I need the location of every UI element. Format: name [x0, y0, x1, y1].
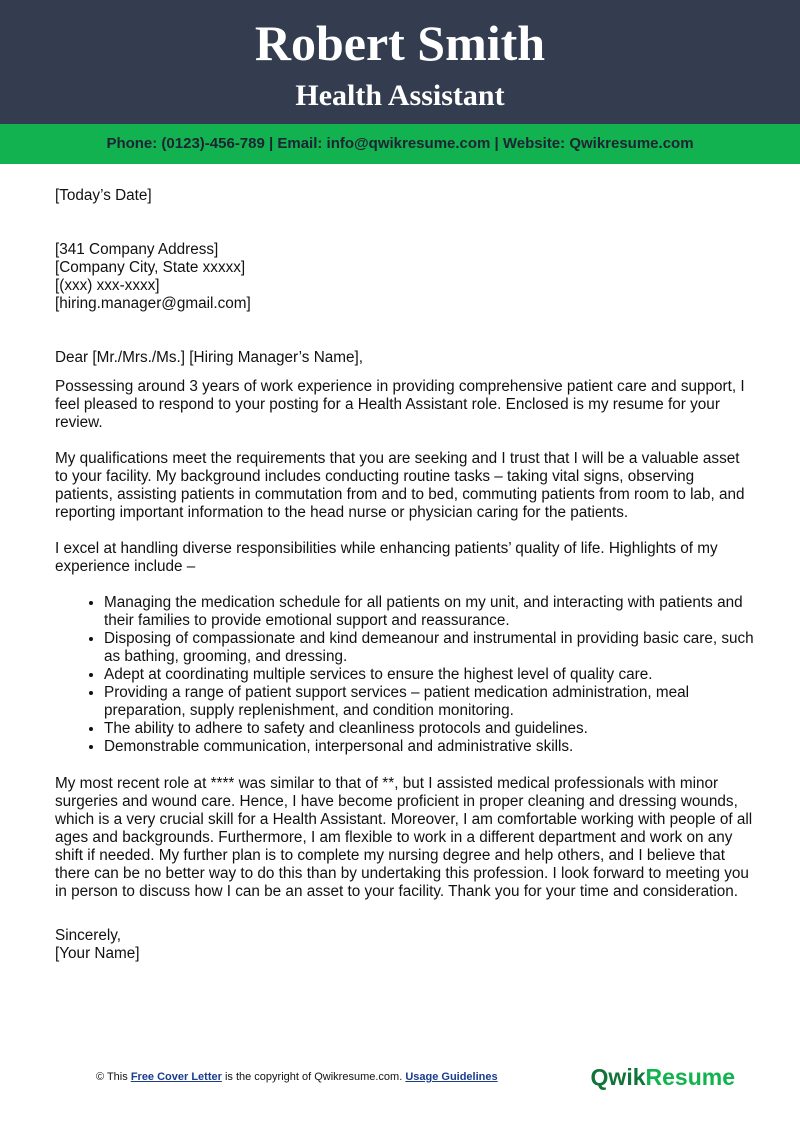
salutation: Dear [Mr./Mrs./Ms.] [Hiring Manager’s Name], — [55, 349, 363, 366]
paragraph-highlights-intro: I excel at handling diverse responsibilities while enhancing patients’ quality of life. Highlights of my experience include – — [55, 540, 718, 575]
highlights-list — [55, 594, 755, 756]
resume-header — [0, 0, 800, 124]
closing: Sincerely, — [55, 927, 122, 944]
contact-bar: Phone: (0123)-456-789 | Email: info@qwikresume.com | Website: Qwikresume.com — [0, 124, 800, 164]
list-item: • Managing the medication schedule for all patients on my unit, and interacting with patients and their families to provide emotional support and reassurance. — [104, 594, 755, 630]
recipient-address — [55, 241, 755, 313]
paragraph-qualifications: My qualifications meet the requirements that you are seeking and I trust that I will be a valuable asset to your facility. My background includes conducting routine tasks – taking vital signs, observing patients, assisting patients in commutation from and to bed, commuting patients from room to lab, and reporting important information to the head nurse or physician caring for the patients. — [55, 450, 745, 521]
list-item: • Demonstrable communication, interpersonal and administrative skills. — [104, 738, 755, 756]
candidate-name: Robert Smith — [254, 15, 546, 71]
logo-qwik: Qwik — [590, 1064, 646, 1090]
list-item: • Disposing of compassionate and kind demeanour and instrumental in providing basic care, such as bathing, grooming, and dressing. — [104, 630, 755, 666]
signature: [Your Name] — [55, 945, 140, 962]
letter-date: [Today’s Date] — [55, 187, 152, 204]
list-item: • Providing a range of patient support services – patient medication administration, meal preparation, supply replenishment, and condition monitoring. — [104, 684, 755, 720]
list-item: • The ability to adhere to safety and cleanliness protocols and guidelines. — [104, 720, 755, 738]
address-line: [(xxx) xxx-xxxx] — [55, 277, 160, 294]
qwikresume-logo — [591, 1063, 735, 1091]
paragraph-recent-role: My most recent role at **** was similar to that of **, but I assisted medical professionals with minor surgeries and wound care. Hence, I have become proficient in proper cleaning and dressing wounds, which is a very crucial skill for a Health Assistant. Moreover, I am comfortable working with people of all ages and backgrounds. Furthermore, I am flexible to work in a different department and work on any shift if needed. My further plan is to complete my nursing degree and help others, and I believe that there can be no better way to do this than by undertaking this profession. I look forward to meeting you in person to discuss how I can be an asset to your facility. Thank you for your time and consideration. — [55, 775, 753, 900]
letter-body — [55, 187, 755, 963]
list-item: • Adept at coordinating multiple services to ensure the highest level of quality care. — [104, 666, 755, 684]
address-line: [341 Company Address] — [55, 241, 219, 258]
usage-guidelines-link[interactable]: Usage Guidelines — [405, 1071, 498, 1083]
copyright-notice — [96, 1071, 498, 1083]
address-line: [Company City, State xxxxx] — [55, 259, 246, 276]
logo-resume: Resume — [645, 1064, 735, 1090]
address-line: [hiring.manager@gmail.com] — [55, 295, 251, 312]
free-cover-letter-link[interactable]: Free Cover Letter — [130, 1071, 222, 1083]
job-title: Health Assistant — [295, 79, 505, 112]
copyright-prefix: © This — [96, 1071, 131, 1083]
copyright-middle: is the copyright of Qwikresume.com. — [221, 1071, 406, 1083]
paragraph-intro: Possessing around 3 years of work experience in providing comprehensive patient care and support, I feel pleased to respond to your posting for a Health Assistant role. Enclosed is my resume for your review. — [55, 378, 745, 431]
